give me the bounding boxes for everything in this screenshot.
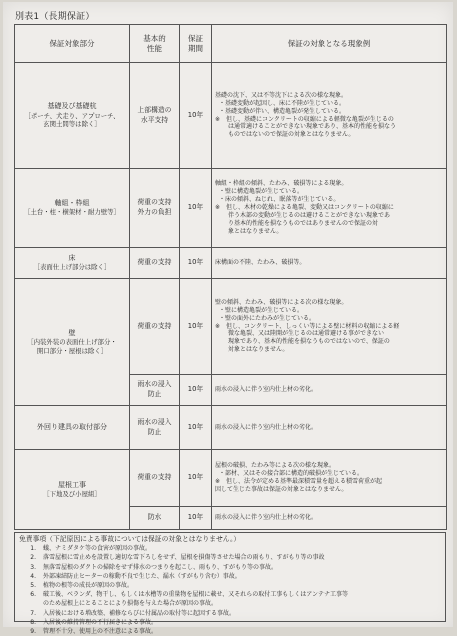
- scope-line: 伴う木部の変動が生じるのは避けることができない現象であ: [228, 211, 391, 219]
- part-note: ［土台・柱・横架材・耐力壁等］: [24, 208, 120, 217]
- scope-line: 基礎の沈下、又は不等沈下による次の様な現象。: [215, 91, 348, 99]
- exemption-number: 4.: [30, 572, 36, 580]
- part-note: ［表面仕上げ部分は除く］: [33, 263, 111, 272]
- scope-line: 軸組・枠組の傾斜、たわみ、破損等による現象。: [215, 180, 348, 188]
- header-scope: 保証の対象となる現象例: [212, 25, 447, 63]
- exemptions-section: [14, 532, 446, 636]
- part-cell: [15, 169, 130, 248]
- scope-line: 雨水の浸入に伴う室内仕上材の劣化。: [215, 423, 318, 431]
- part-note: ［内装外装の表面仕上げ部分・ 開口部分・屋根は除く］: [27, 338, 117, 355]
- exemption-item: [19, 544, 441, 553]
- period-cell: 10年: [180, 375, 212, 406]
- document-page: [3, 2, 453, 636]
- performance-cell: 上部構造の 水平支持: [130, 63, 180, 169]
- part-name: 外回り建具の取付部分: [37, 422, 107, 431]
- exemptions-heading: 免責事項（下記原因による事故については保証の対象とはなりません。）: [19, 535, 241, 543]
- scope-line: ・床の傾斜、ねじれ、眠落等が生じている。: [219, 196, 340, 204]
- warranty-table: [14, 24, 447, 530]
- scope-line: ※ 但し、コンクリート、しっくい等による壁に材料の収縮による軽: [215, 322, 400, 330]
- scope-line: 雨水の浸入に伴う室内仕上材の劣化。: [215, 514, 318, 522]
- exemption-text: 入居後における増改築、補修ならびに付属品の取付等に起因する事故。: [43, 609, 236, 617]
- performance-cell: 荷重の支持: [130, 450, 180, 507]
- scope-line: ・基礎変動が起因し、床に不陸が生じている。: [219, 99, 346, 107]
- scope-line: ・部材、又はその接合部に構造的破損が生じている。: [219, 470, 364, 478]
- exemption-number: 3.: [30, 563, 36, 571]
- part-note: ［下地及び小屋組］: [43, 489, 101, 498]
- period-cell: 10年: [180, 63, 212, 169]
- scope-cell: [212, 169, 447, 248]
- scope-line: ※ 但し、基礎にコンクリートの収縮による軽微な亀裂が生じるの: [215, 115, 394, 123]
- scope-cell: [212, 450, 447, 507]
- exemption-text: 外部凍結防止ヒーターの稼動不良で生じた、漏水（すがもり含む）事故。: [43, 572, 241, 580]
- table-row: [15, 450, 447, 507]
- part-cell: [15, 279, 130, 406]
- scope-line: ※ 但し、法令が定める基準最深積雪量を超える積雪荷重が起: [215, 478, 383, 485]
- exemption-number: 7.: [30, 609, 36, 617]
- exemption-text: 植物の根等の成長が原因の事故。: [43, 582, 134, 590]
- exemptions-list: [19, 544, 441, 636]
- header-performance: 基本的 性能: [130, 25, 180, 63]
- scope-line: ・基礎変動が伴い、構造亀裂が発生している。: [219, 107, 346, 115]
- scope-line: は通常適けることができない現象であり、基本的性能を損なう: [228, 123, 397, 131]
- table-row: [15, 169, 447, 248]
- performance-cell: 防水: [130, 507, 180, 530]
- header-part: 保証対象部分: [15, 25, 130, 63]
- scope-cell: [212, 507, 447, 530]
- part-name: 基礎及び基礎杭: [47, 102, 97, 111]
- part-cell: [15, 450, 130, 530]
- exemption-item: [19, 590, 441, 599]
- exemption-number: 6.: [30, 591, 36, 599]
- period-cell: 10年: [180, 169, 212, 248]
- part-cell: [15, 406, 130, 450]
- scope-line: り基本的性能を損なうものではありませんので保証の対: [228, 219, 379, 227]
- scope-cell: [212, 406, 447, 450]
- performance-cell: 雨水の浸入 防止: [130, 406, 180, 450]
- exemption-item: [19, 563, 441, 572]
- scope-line: 屋根の破損、たわみ等による次の様な現象。: [215, 462, 336, 470]
- exemption-text: 落雪屋根に雪止めを設置し適切な雪下ろしをせず、屋根を損傷等させた場合の雨もり、すがもり等の事故: [43, 554, 325, 562]
- scope-line: ものではないので保証の対象とはなりません。: [228, 131, 355, 139]
- exemption-number: 1.: [30, 545, 36, 553]
- scope-cell: [212, 279, 447, 375]
- exemption-item: [19, 618, 441, 627]
- scope-line: ・壁に構造亀裂が生じている。: [219, 188, 304, 196]
- exemption-number: 9.: [30, 628, 36, 636]
- scope-line: ・壁の面外にたわみが生じている。: [219, 314, 316, 322]
- exemption-item: [19, 572, 441, 581]
- exemption-text: のため屋根上にとることにより損傷を与えた場合が原因の事故。: [43, 600, 218, 608]
- exemption-item: [19, 581, 441, 590]
- part-name: 壁: [68, 328, 76, 337]
- part-note: ［ポーチ、犬走り、アプローチ、 玄関土間等は除く］: [24, 111, 120, 129]
- performance-cell: 荷重の支持: [130, 279, 180, 375]
- part-name: 屋根工事: [58, 480, 86, 489]
- exemption-text: 破工後、ベランダ、物干し、もしくは水槽等の重量物を屋根に載せ、又それらの取付工事もしくはアンテナ工事等: [43, 591, 348, 599]
- scope-line: 微な亀裂、又は陸開が生じるのは通常避ける事ができない: [228, 330, 385, 338]
- scope-line: 象とはなりません。: [228, 227, 283, 235]
- period-cell: 10年: [180, 507, 212, 530]
- scope-line: 対象とはなりません。: [228, 346, 289, 354]
- scope-line: 雨水の浸入に伴う室内仕上材の劣化。: [215, 386, 318, 394]
- table-row: [15, 63, 447, 169]
- performance-cell: 荷重の支持: [130, 248, 180, 279]
- exemption-text: 管理不十分、使用上の不注意による事故。: [43, 628, 158, 636]
- exemption-text: 蟻、ナミダタケ等の食害が原因の事故。: [43, 545, 152, 553]
- exemption-item: [19, 599, 441, 608]
- performance-cell: 雨水の浸入 防止: [130, 375, 180, 406]
- scope-line: ※ 但し、木材の乾燥による亀裂、変動又はコンクリートの収縮に: [215, 204, 394, 212]
- exemption-number: 2.: [30, 554, 36, 562]
- scope-line: ・壁に構造亀裂が生じている。: [219, 306, 304, 314]
- exemption-number: 8.: [30, 618, 36, 626]
- period-cell: 10年: [180, 279, 212, 375]
- exemption-item: [19, 609, 441, 618]
- period-cell: 10年: [180, 406, 212, 450]
- exemption-number: 5.: [30, 582, 36, 590]
- table-header-row: [15, 25, 447, 63]
- scope-line: 因して生じた事故は保証の対象とはなりません。: [215, 485, 348, 493]
- page-title: 別表1（長期保証）: [15, 12, 95, 22]
- exemption-item: [19, 553, 441, 562]
- scope-cell: [212, 63, 447, 169]
- scope-line: 壁の傾斜、たわみ、破損等による次の様な現象。: [215, 298, 348, 306]
- scope-line: 床構面の不陸、たわみ、破損等。: [215, 259, 306, 267]
- part-cell: [15, 248, 130, 279]
- table-row: [15, 248, 447, 279]
- table-row: [15, 279, 447, 375]
- part-name: 床: [68, 254, 76, 263]
- exemption-text: 無落雪屋根のダクトの掃除をせず排水のつまりを起こし、雨もり、すがもり等の事故。: [43, 563, 278, 571]
- period-cell: 10年: [180, 450, 212, 507]
- exemption-text: 入居後の維持管理の不行届きによる事故。: [43, 618, 158, 626]
- exemption-item: [19, 627, 441, 636]
- table-row: [15, 406, 447, 450]
- scope-cell: [212, 248, 447, 279]
- performance-cell: 荷重の支持 外力の負担: [130, 169, 180, 248]
- part-name: 軸組・枠組: [54, 199, 90, 208]
- scope-cell: [212, 375, 447, 406]
- scope-line: 現象であり、基本的性能を損なうものではないので、保証の: [228, 338, 390, 346]
- period-cell: 10年: [180, 248, 212, 279]
- header-period: 保証 期間: [180, 25, 212, 63]
- part-cell: [15, 63, 130, 169]
